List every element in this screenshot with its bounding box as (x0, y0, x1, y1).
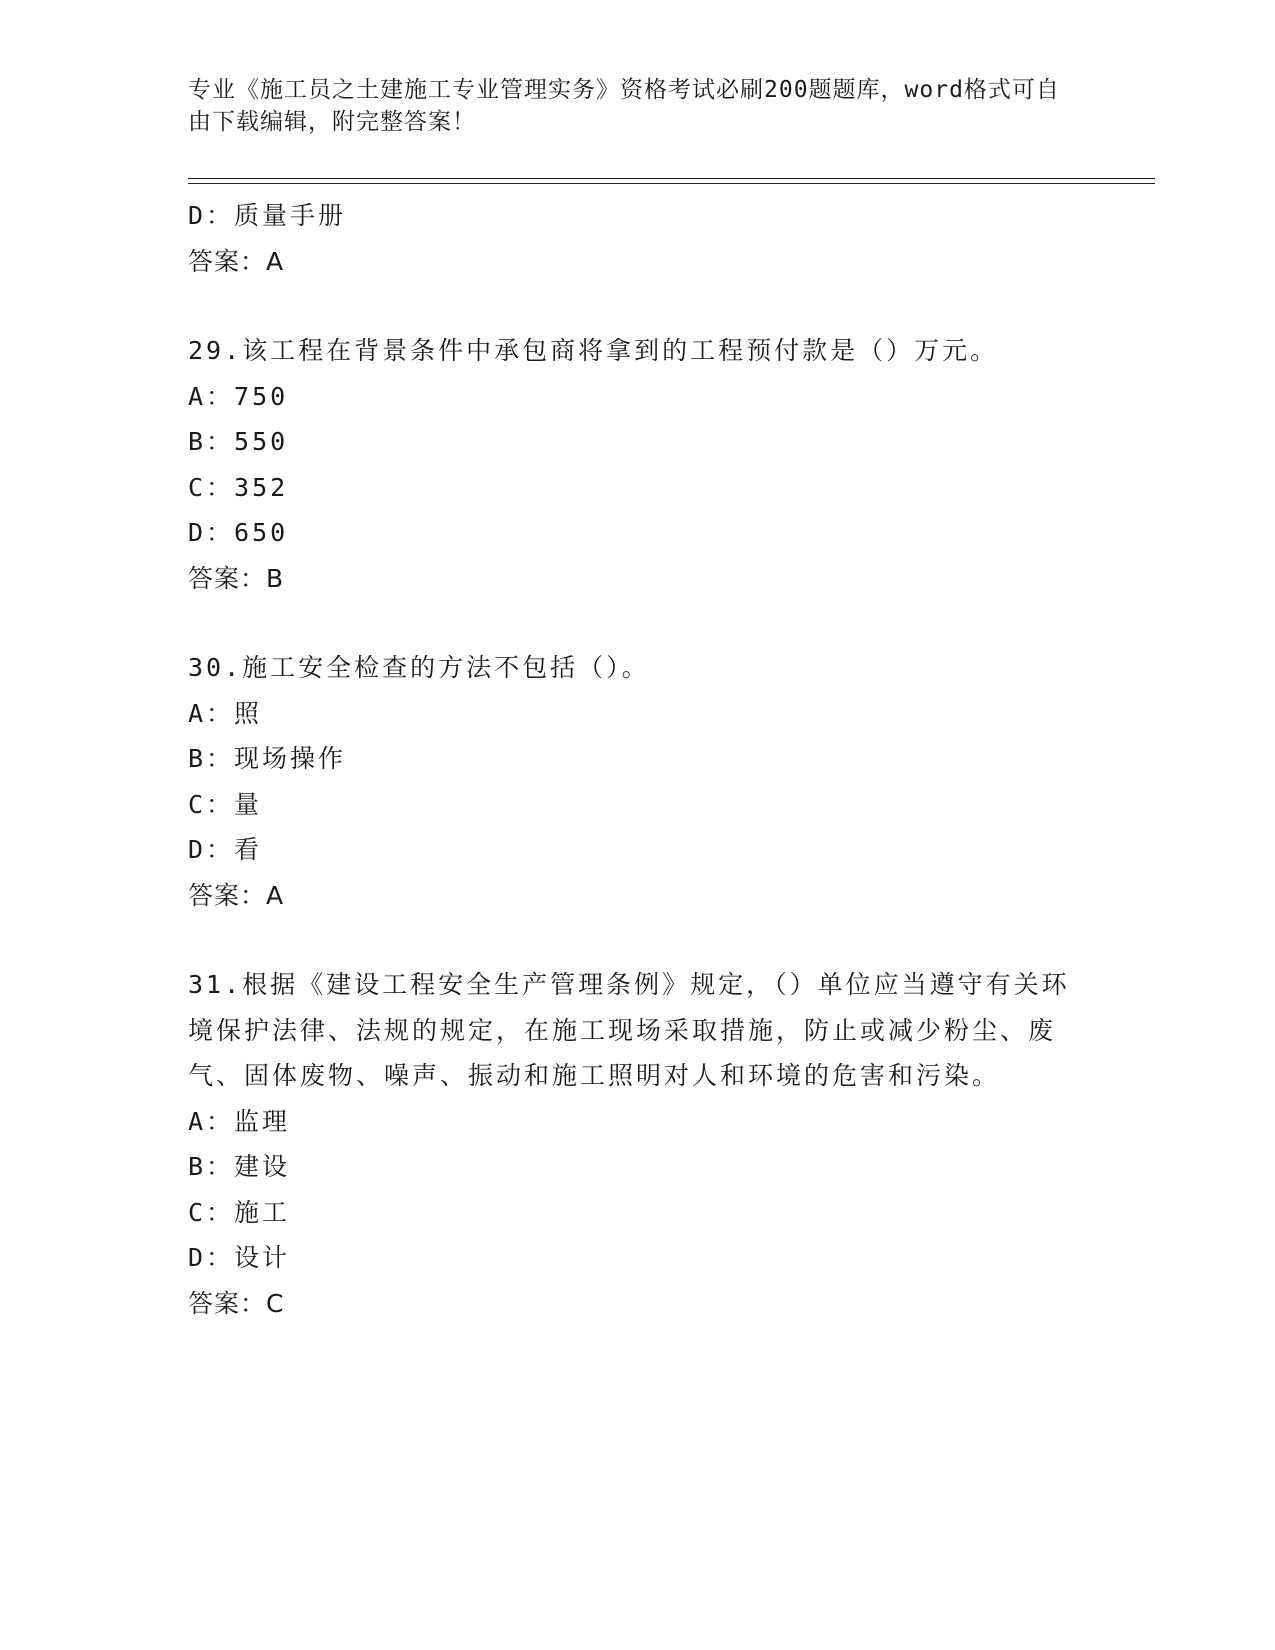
answer-line: 答案：C (188, 1288, 285, 1318)
option-c: C：量 (188, 789, 263, 819)
option-c: C：352 (188, 472, 289, 502)
header-title: 专业《施工员之土建施工专业管理实务》资格考试必刷200题题库，word格式可自由下载编辑，附完整答案！ (188, 77, 1060, 135)
option-d: D：设计 (188, 1243, 291, 1272)
option-d: D：650 (188, 518, 289, 547)
option-b: B：550 (188, 427, 289, 456)
option-a: A：750 (188, 381, 289, 411)
question-29 (188, 328, 1078, 601)
option-c: C：施工 (188, 1197, 291, 1227)
document-header (188, 74, 1068, 138)
spacer (188, 918, 1078, 962)
question-text: 31.根据《建设工程安全生产管理条例》规定，（）单位应当遵守有关环境保护法律、法规的规定，在施工现场采取措施，防止或减少粉尘、废气、固体废物、噪声、振动和施工照明对人和环境的危害和污染。 (188, 970, 1070, 1090)
question-31 (188, 962, 1078, 1326)
option-d: D：看 (188, 835, 263, 864)
option-b: B：建设 (188, 1152, 291, 1181)
option-b: B：现场操作 (188, 744, 347, 773)
question-fragment (188, 193, 1078, 284)
answer-line: 答案：A (188, 246, 285, 276)
question-30 (188, 645, 1078, 918)
answer-line: 答案：B (188, 563, 285, 593)
option-d: D：质量手册 (188, 201, 347, 230)
header-divider-bottom (188, 183, 1155, 184)
option-a: A：照 (188, 698, 263, 728)
spacer (188, 284, 1078, 328)
answer-line: 答案：A (188, 880, 285, 910)
header-divider-top (188, 178, 1155, 179)
question-text: 30.施工安全检查的方法不包括（）。 (188, 653, 650, 682)
spacer (188, 601, 1078, 645)
question-list (188, 193, 1078, 1326)
question-text: 29.该工程在背景条件中承包商将拿到的工程预付款是（）万元。 (188, 336, 999, 365)
option-a: A：监理 (188, 1106, 291, 1136)
